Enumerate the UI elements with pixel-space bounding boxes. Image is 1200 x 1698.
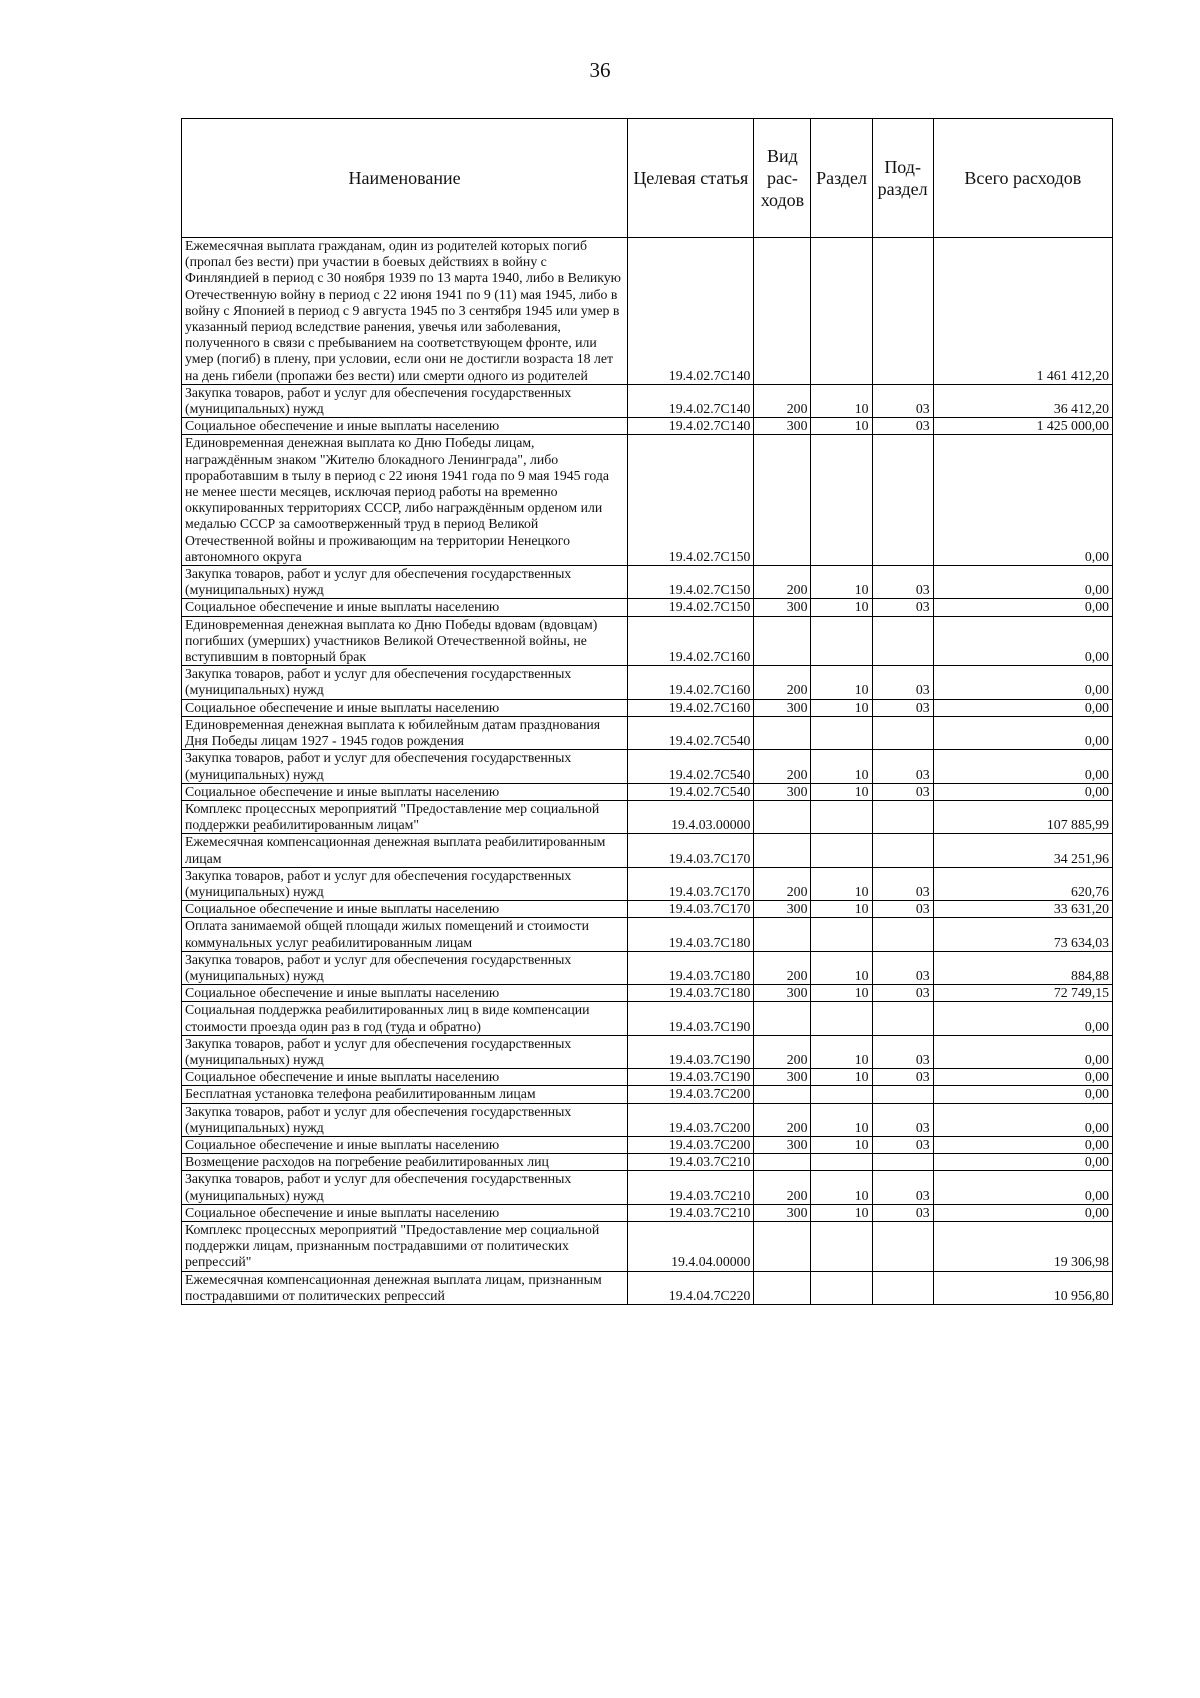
row-total-cell: 0,00 xyxy=(933,750,1112,783)
row-subsection-cell xyxy=(872,800,933,833)
row-total-cell: 884,88 xyxy=(933,951,1112,984)
row-total-cell: 0,00 xyxy=(933,699,1112,716)
table-row xyxy=(182,1171,1113,1204)
row-subsection-cell: 03 xyxy=(872,750,933,783)
row-target-cell: 19.4.02.7С140 xyxy=(628,238,754,385)
table-row xyxy=(182,1204,1113,1221)
row-section-cell: 10 xyxy=(811,599,872,616)
table-row xyxy=(182,616,1113,666)
row-target-cell: 19.4.02.7С160 xyxy=(628,616,754,666)
row-total-cell: 0,00 xyxy=(933,1103,1112,1136)
row-name-cell: Ежемесячная выплата гражданам, один из родителей которых погиб (пропал без вести) при участии в боевых действиях в войну с Финляндией в период с 30 ноября 1939 по 13 марта 1940, либо в Великую Отечественную войну в период с 22 июня 1941 по 9 (11) мая 1945, либо в войну с Японией в период с 9 августа 1945 по 3 сентября 1945 или умер в указанный период вследствие ранения, увечья или заболевания, полученного в связи с пребыванием на соответствующем фронте, или умер (погиб) в плену, при условии, если они не достигли возраста 18 лет на день гибели (пропажи без вести) или смерти одного из родителей xyxy=(182,238,628,385)
row-type-cell: 300 xyxy=(754,985,811,1002)
row-section-cell: 10 xyxy=(811,1136,872,1153)
row-name-cell: Социальное обеспечение и иные выплаты населению xyxy=(182,1069,628,1086)
row-total-cell: 0,00 xyxy=(933,1035,1112,1068)
table-row xyxy=(182,1069,1113,1086)
row-name-cell: Закупка товаров, работ и услуг для обеспечения государственных (муниципальных) нужд xyxy=(182,666,628,699)
row-target-cell: 19.4.03.7С180 xyxy=(628,951,754,984)
row-type-cell: 300 xyxy=(754,1136,811,1153)
row-name-cell: Бесплатная установка телефона реабилитированным лицам xyxy=(182,1086,628,1103)
row-type-cell xyxy=(754,616,811,666)
row-subsection-cell xyxy=(872,1002,933,1035)
table-row xyxy=(182,599,1113,616)
row-section-cell: 10 xyxy=(811,783,872,800)
table-row xyxy=(182,985,1113,1002)
table-row xyxy=(182,566,1113,599)
table-body xyxy=(182,238,1113,1305)
row-name-cell: Единовременная денежная выплата ко Дню Победы вдовам (вдовцам) погибших (умерших) участников Великой Отечественной войны, не вступившим в повторный брак xyxy=(182,616,628,666)
row-total-cell: 0,00 xyxy=(933,435,1112,566)
row-type-cell xyxy=(754,1271,811,1304)
row-name-cell: Социальное обеспечение и иные выплаты населению xyxy=(182,901,628,918)
table-row xyxy=(182,1002,1113,1035)
row-subsection-cell: 03 xyxy=(872,1103,933,1136)
row-target-cell: 19.4.03.7С210 xyxy=(628,1171,754,1204)
row-target-cell: 19.4.03.7С200 xyxy=(628,1136,754,1153)
row-section-cell xyxy=(811,834,872,867)
table-row xyxy=(182,238,1113,385)
row-type-cell xyxy=(754,800,811,833)
row-section-cell: 10 xyxy=(811,699,872,716)
row-name-cell: Ежемесячная компенсационная денежная выплата лицам, признанным пострадавшими от политических репрессий xyxy=(182,1271,628,1304)
row-target-cell: 19.4.02.7С150 xyxy=(628,435,754,566)
row-type-cell xyxy=(754,716,811,749)
row-type-cell xyxy=(754,238,811,385)
row-target-cell: 19.4.02.7С540 xyxy=(628,750,754,783)
row-subsection-cell xyxy=(872,1271,933,1304)
row-subsection-cell: 03 xyxy=(872,867,933,900)
row-type-cell: 200 xyxy=(754,384,811,417)
table-row xyxy=(182,783,1113,800)
row-target-cell: 19.4.02.7С160 xyxy=(628,666,754,699)
row-target-cell: 19.4.03.7С180 xyxy=(628,985,754,1002)
row-type-cell xyxy=(754,1086,811,1103)
row-name-cell: Социальное обеспечение и иные выплаты населению xyxy=(182,418,628,435)
row-type-cell: 200 xyxy=(754,666,811,699)
row-total-cell: 1 425 000,00 xyxy=(933,418,1112,435)
row-name-cell: Социальное обеспечение и иные выплаты населению xyxy=(182,1204,628,1221)
row-name-cell: Закупка товаров, работ и услуг для обеспечения государственных (муниципальных) нужд xyxy=(182,1103,628,1136)
header-subsection-line: Под- xyxy=(884,157,921,177)
table-row xyxy=(182,901,1113,918)
row-subsection-cell: 03 xyxy=(872,384,933,417)
row-section-cell: 10 xyxy=(811,985,872,1002)
row-name-cell: Оплата занимаемой общей площади жилых помещений и стоимости коммунальных услуг реабилитированным лицам xyxy=(182,918,628,951)
row-name-cell: Закупка товаров, работ и услуг для обеспечения государственных (муниципальных) нужд xyxy=(182,384,628,417)
row-subsection-cell xyxy=(872,834,933,867)
row-target-cell: 19.4.02.7С160 xyxy=(628,699,754,716)
row-target-cell: 19.4.03.7С200 xyxy=(628,1103,754,1136)
row-type-cell: 300 xyxy=(754,699,811,716)
row-target-cell: 19.4.03.7С190 xyxy=(628,1002,754,1035)
row-section-cell: 10 xyxy=(811,1171,872,1204)
table-row xyxy=(182,750,1113,783)
row-target-cell: 19.4.03.7С170 xyxy=(628,867,754,900)
table-row xyxy=(182,1221,1113,1271)
table-row xyxy=(182,435,1113,566)
header-subsection xyxy=(872,119,933,238)
row-subsection-cell: 03 xyxy=(872,699,933,716)
row-target-cell: 19.4.03.7С190 xyxy=(628,1069,754,1086)
row-name-cell: Комплекс процессных мероприятий "Предоставление мер социальной поддержки лицам, признанным пострадавшими от политических репрессий" xyxy=(182,1221,628,1271)
row-name-cell: Закупка товаров, работ и услуг для обеспечения государственных (муниципальных) нужд xyxy=(182,1035,628,1068)
row-total-cell: 0,00 xyxy=(933,1002,1112,1035)
row-total-cell: 0,00 xyxy=(933,1069,1112,1086)
header-total: Всего расходов xyxy=(933,119,1112,238)
row-subsection-cell: 03 xyxy=(872,1069,933,1086)
row-target-cell: 19.4.02.7С150 xyxy=(628,599,754,616)
row-target-cell: 19.4.02.7С540 xyxy=(628,716,754,749)
row-subsection-cell xyxy=(872,918,933,951)
row-section-cell xyxy=(811,1221,872,1271)
row-target-cell: 19.4.04.7С220 xyxy=(628,1271,754,1304)
row-subsection-cell: 03 xyxy=(872,1136,933,1153)
row-name-cell: Закупка товаров, работ и услуг для обеспечения государственных (муниципальных) нужд xyxy=(182,951,628,984)
row-type-cell: 200 xyxy=(754,951,811,984)
header-type xyxy=(754,119,811,238)
table-row xyxy=(182,716,1113,749)
header-type-line: Вид xyxy=(767,146,798,166)
row-section-cell xyxy=(811,1154,872,1171)
row-section-cell xyxy=(811,238,872,385)
row-type-cell: 200 xyxy=(754,1035,811,1068)
row-type-cell xyxy=(754,1154,811,1171)
row-name-cell: Закупка товаров, работ и услуг для обеспечения государственных (муниципальных) нужд xyxy=(182,750,628,783)
row-total-cell: 1 461 412,20 xyxy=(933,238,1112,385)
row-section-cell: 10 xyxy=(811,1035,872,1068)
row-type-cell: 200 xyxy=(754,566,811,599)
row-type-cell: 300 xyxy=(754,901,811,918)
row-name-cell: Социальное обеспечение и иные выплаты населению xyxy=(182,985,628,1002)
row-name-cell: Социальное обеспечение и иные выплаты населению xyxy=(182,699,628,716)
row-total-cell: 0,00 xyxy=(933,1136,1112,1153)
row-total-cell: 107 885,99 xyxy=(933,800,1112,833)
row-section-cell: 10 xyxy=(811,951,872,984)
row-subsection-cell: 03 xyxy=(872,901,933,918)
row-name-cell: Социальное обеспечение и иные выплаты населению xyxy=(182,1136,628,1153)
row-target-cell: 19.4.02.7С150 xyxy=(628,566,754,599)
row-subsection-cell xyxy=(872,1086,933,1103)
row-name-cell: Комплекс процессных мероприятий "Предоставление мер социальной поддержки реабилитированным лицам" xyxy=(182,800,628,833)
row-total-cell: 0,00 xyxy=(933,716,1112,749)
row-subsection-cell: 03 xyxy=(872,951,933,984)
row-section-cell: 10 xyxy=(811,566,872,599)
row-subsection-cell: 03 xyxy=(872,418,933,435)
table-header-row xyxy=(182,119,1113,238)
row-target-cell: 19.4.02.7С140 xyxy=(628,418,754,435)
row-section-cell xyxy=(811,1086,872,1103)
row-name-cell: Социальное обеспечение и иные выплаты населению xyxy=(182,783,628,800)
row-total-cell: 0,00 xyxy=(933,783,1112,800)
table-row xyxy=(182,1136,1113,1153)
table-row xyxy=(182,1035,1113,1068)
row-name-cell: Закупка товаров, работ и услуг для обеспечения государственных (муниципальных) нужд xyxy=(182,566,628,599)
row-type-cell: 200 xyxy=(754,750,811,783)
row-target-cell: 19.4.03.7С170 xyxy=(628,834,754,867)
header-target: Целевая статья xyxy=(628,119,754,238)
row-total-cell: 0,00 xyxy=(933,1171,1112,1204)
header-section: Раздел xyxy=(811,119,872,238)
table-row xyxy=(182,699,1113,716)
row-section-cell: 10 xyxy=(811,666,872,699)
row-total-cell: 0,00 xyxy=(933,566,1112,599)
row-total-cell: 34 251,96 xyxy=(933,834,1112,867)
row-total-cell: 620,76 xyxy=(933,867,1112,900)
row-subsection-cell xyxy=(872,1154,933,1171)
header-type-line: рас- xyxy=(766,168,798,188)
table-row xyxy=(182,918,1113,951)
row-subsection-cell xyxy=(872,716,933,749)
row-total-cell: 36 412,20 xyxy=(933,384,1112,417)
page-number: 36 xyxy=(589,58,611,82)
row-subsection-cell: 03 xyxy=(872,1204,933,1221)
row-total-cell: 73 634,03 xyxy=(933,918,1112,951)
row-type-cell: 300 xyxy=(754,1204,811,1221)
row-name-cell: Ежемесячная компенсационная денежная выплата реабилитированным лицам xyxy=(182,834,628,867)
row-section-cell: 10 xyxy=(811,418,872,435)
row-subsection-cell xyxy=(872,238,933,385)
table-row xyxy=(182,1086,1113,1103)
row-section-cell xyxy=(811,1271,872,1304)
row-name-cell: Социальное обеспечение и иные выплаты населению xyxy=(182,599,628,616)
row-target-cell: 19.4.03.7С210 xyxy=(628,1204,754,1221)
header-subsection-line: раздел xyxy=(877,179,928,199)
row-type-cell xyxy=(754,834,811,867)
row-total-cell: 33 631,20 xyxy=(933,901,1112,918)
row-subsection-cell xyxy=(872,616,933,666)
row-section-cell: 10 xyxy=(811,867,872,900)
table-row xyxy=(182,867,1113,900)
row-subsection-cell xyxy=(872,435,933,566)
row-target-cell: 19.4.03.7С210 xyxy=(628,1154,754,1171)
table-row xyxy=(182,384,1113,417)
row-name-cell: Единовременная денежная выплата к юбилейным датам празднования Дня Победы лицам 1927 - 1945 годов рождения xyxy=(182,716,628,749)
row-total-cell: 0,00 xyxy=(933,1204,1112,1221)
row-name-cell: Социальная поддержка реабилитированных лиц в виде компенсации стоимости проезда один раз в год (туда и обратно) xyxy=(182,1002,628,1035)
row-type-cell: 200 xyxy=(754,1103,811,1136)
row-type-cell: 300 xyxy=(754,1069,811,1086)
row-type-cell xyxy=(754,1002,811,1035)
row-total-cell: 0,00 xyxy=(933,1154,1112,1171)
table-row xyxy=(182,834,1113,867)
table-row xyxy=(182,666,1113,699)
row-subsection-cell: 03 xyxy=(872,985,933,1002)
row-subsection-cell: 03 xyxy=(872,783,933,800)
row-total-cell: 19 306,98 xyxy=(933,1221,1112,1271)
row-subsection-cell: 03 xyxy=(872,1035,933,1068)
row-section-cell: 10 xyxy=(811,1204,872,1221)
table-row xyxy=(182,800,1113,833)
row-section-cell: 10 xyxy=(811,1103,872,1136)
row-section-cell xyxy=(811,716,872,749)
row-subsection-cell: 03 xyxy=(872,666,933,699)
row-target-cell: 19.4.03.7С180 xyxy=(628,918,754,951)
row-section-cell: 10 xyxy=(811,750,872,783)
row-total-cell: 72 749,15 xyxy=(933,985,1112,1002)
row-name-cell: Единовременная денежная выплата ко Дню Победы лицам, награждённым знаком "Жителю блокадного Ленинграда", либо проработавшим в тылу в период с 22 июня 1941 года по 9 мая 1945 года не менее шести месяцев, исключая период работы на временно оккупированных территориях СССР, либо награждённым орденом или медалью СССР за самоотверженный труд в период Великой Отечественной войны и проживающим на территории Ненецкого автономного округа xyxy=(182,435,628,566)
row-type-cell xyxy=(754,918,811,951)
header-type-line: ходов xyxy=(760,190,805,210)
row-section-cell xyxy=(811,435,872,566)
row-name-cell: Возмещение расходов на погребение реабилитированных лиц xyxy=(182,1154,628,1171)
table-row xyxy=(182,1154,1113,1171)
row-section-cell: 10 xyxy=(811,384,872,417)
header-name: Наименование xyxy=(182,119,628,238)
row-subsection-cell xyxy=(872,1221,933,1271)
budget-table xyxy=(181,118,1113,1305)
row-name-cell: Закупка товаров, работ и услуг для обеспечения государственных (муниципальных) нужд xyxy=(182,1171,628,1204)
row-total-cell: 0,00 xyxy=(933,599,1112,616)
row-total-cell: 0,00 xyxy=(933,666,1112,699)
table-row xyxy=(182,951,1113,984)
row-subsection-cell: 03 xyxy=(872,1171,933,1204)
table-row xyxy=(182,1103,1113,1136)
row-target-cell: 19.4.03.7С190 xyxy=(628,1035,754,1068)
row-section-cell xyxy=(811,616,872,666)
row-type-cell xyxy=(754,435,811,566)
table-row xyxy=(182,418,1113,435)
row-type-cell: 300 xyxy=(754,783,811,800)
row-section-cell xyxy=(811,1002,872,1035)
row-target-cell: 19.4.03.7С200 xyxy=(628,1086,754,1103)
row-target-cell: 19.4.03.00000 xyxy=(628,800,754,833)
row-type-cell: 300 xyxy=(754,599,811,616)
row-total-cell: 10 956,80 xyxy=(933,1271,1112,1304)
row-name-cell: Закупка товаров, работ и услуг для обеспечения государственных (муниципальных) нужд xyxy=(182,867,628,900)
row-subsection-cell: 03 xyxy=(872,599,933,616)
row-subsection-cell: 03 xyxy=(872,566,933,599)
row-type-cell: 200 xyxy=(754,1171,811,1204)
row-target-cell: 19.4.04.00000 xyxy=(628,1221,754,1271)
row-type-cell xyxy=(754,1221,811,1271)
row-section-cell xyxy=(811,800,872,833)
row-section-cell xyxy=(811,918,872,951)
row-target-cell: 19.4.03.7С170 xyxy=(628,901,754,918)
table-row xyxy=(182,1271,1113,1304)
row-total-cell: 0,00 xyxy=(933,616,1112,666)
row-target-cell: 19.4.02.7С540 xyxy=(628,783,754,800)
row-total-cell: 0,00 xyxy=(933,1086,1112,1103)
row-section-cell: 10 xyxy=(811,901,872,918)
row-type-cell: 200 xyxy=(754,867,811,900)
row-type-cell: 300 xyxy=(754,418,811,435)
row-target-cell: 19.4.02.7С140 xyxy=(628,384,754,417)
row-section-cell: 10 xyxy=(811,1069,872,1086)
